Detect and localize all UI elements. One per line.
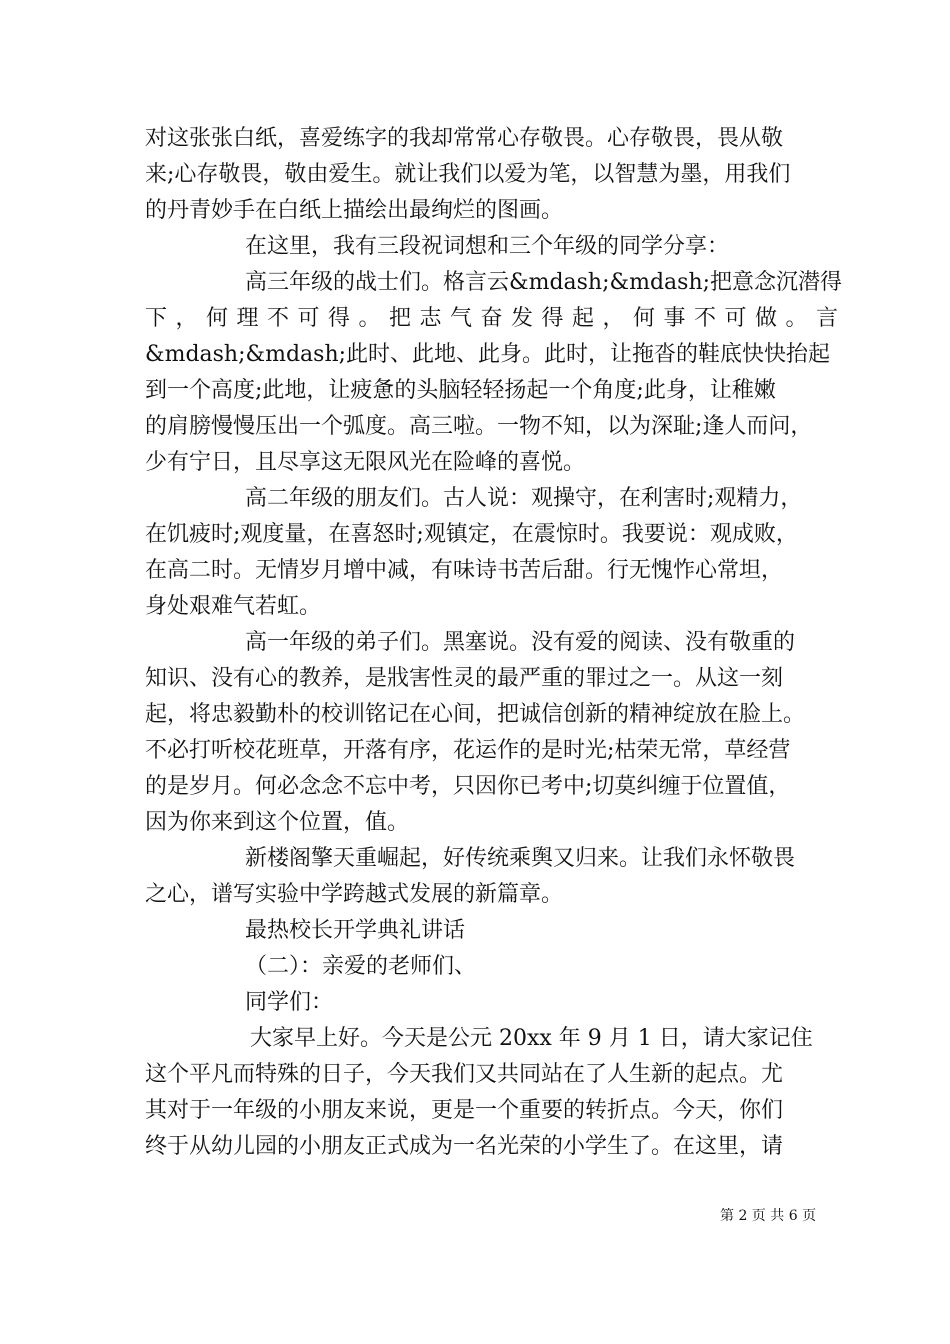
paragraph-line: 这个平凡而特殊的日子，今天我们又共同站在了人生新的起点。尤 — [145, 1062, 784, 1087]
paragraph-line: 下，何理不可得。把志气奋发得起，何事不可做。言 — [145, 306, 847, 331]
paragraph-line: 身处艰难气若虹。 — [145, 594, 322, 619]
paragraph-line: 高一年级的弟子们。黑塞说。没有爱的阅读、没有敬重的 — [245, 630, 796, 655]
section-heading: 最热校长开学典礼讲话 — [245, 918, 466, 943]
paragraph-line: 新楼阁擎天重崛起，好传统乘舆又归来。让我们永怀敬畏 — [245, 846, 796, 871]
paragraph-line: 的是岁月。何必念念不忘中考，只因你已考中;切莫纠缠于位置值， — [145, 774, 791, 799]
paragraph-line: 大家早上好。今天是公元 20xx 年 9 月 1 日，请大家记住 — [250, 1026, 813, 1051]
paragraph-line: 起，将忠毅勤朴的校训铭记在心间，把诚信创新的精神绽放在脸上。 — [145, 702, 806, 727]
paragraph-line: 因为你来到这个位置，值。 — [145, 810, 410, 835]
paragraph-line: &mdash;&mdash;此时、此地、此身。此时，让拖沓的鞋底快快抬起 — [145, 342, 831, 367]
salutation-line: 同学们： — [245, 990, 334, 1015]
paragraph-line: 的肩膀慢慢压出一个弧度。高三啦。一物不知，以为深耻;逢人而问， — [145, 414, 813, 439]
paragraph-line: 在这里，我有三段祝词想和三个年级的同学分享： — [245, 234, 730, 259]
paragraph-line: 其对于一年级的小朋友来说，更是一个重要的转折点。今天，你们 — [145, 1098, 784, 1123]
paragraph-line: 终于从幼儿园的小朋友正式成为一名光荣的小学生了。在这里，请 — [145, 1134, 784, 1159]
paragraph-line: 少有宁日，且尽享这无限风光在险峰的喜悦。 — [145, 450, 586, 475]
page-number: 第 2 页 共 6 页 — [720, 1208, 817, 1224]
paragraph-line: 来;心存敬畏，敬由爱生。就让我们以爱为笔，以智慧为墨，用我们 — [145, 162, 791, 187]
paragraph-line: 之心，谱写实验中学跨越式发展的新篇章。 — [145, 882, 564, 907]
paragraph-line: 高三年级的战士们。格言云&mdash;&mdash;把意念沉潜得 — [245, 270, 843, 295]
paragraph-line: 高二年级的朋友们。古人说：观操守，在利害时;观精力， — [245, 486, 803, 511]
paragraph-line: 不必打听校花班草，开落有序，花运作的是时光;枯荣无常，草经营 — [145, 738, 791, 763]
paragraph-line: 到一个高度;此地，让疲惫的头脑轻轻扬起一个角度;此身，让稚嫩 — [145, 378, 776, 403]
paragraph-line: 的丹青妙手在白纸上描绘出最绚烂的图画。 — [145, 198, 564, 223]
paragraph-line: 在高二时。无情岁月增中减，有味诗书苦后甜。行无愧怍心常坦， — [145, 558, 784, 583]
salutation-line: （二）：亲爱的老师们、 — [245, 954, 477, 979]
paragraph-line: 在饥疲时;观度量，在喜怒时;观镇定，在震惊时。我要说：观成败， — [145, 522, 798, 547]
paragraph-line: 对这张张白纸，喜爱练字的我却常常心存敬畏。心存敬畏，畏从敬 — [145, 126, 784, 151]
paragraph-line: 知识、没有心的教养，是戕害性灵的最严重的罪过之一。从这一刻 — [145, 666, 784, 691]
